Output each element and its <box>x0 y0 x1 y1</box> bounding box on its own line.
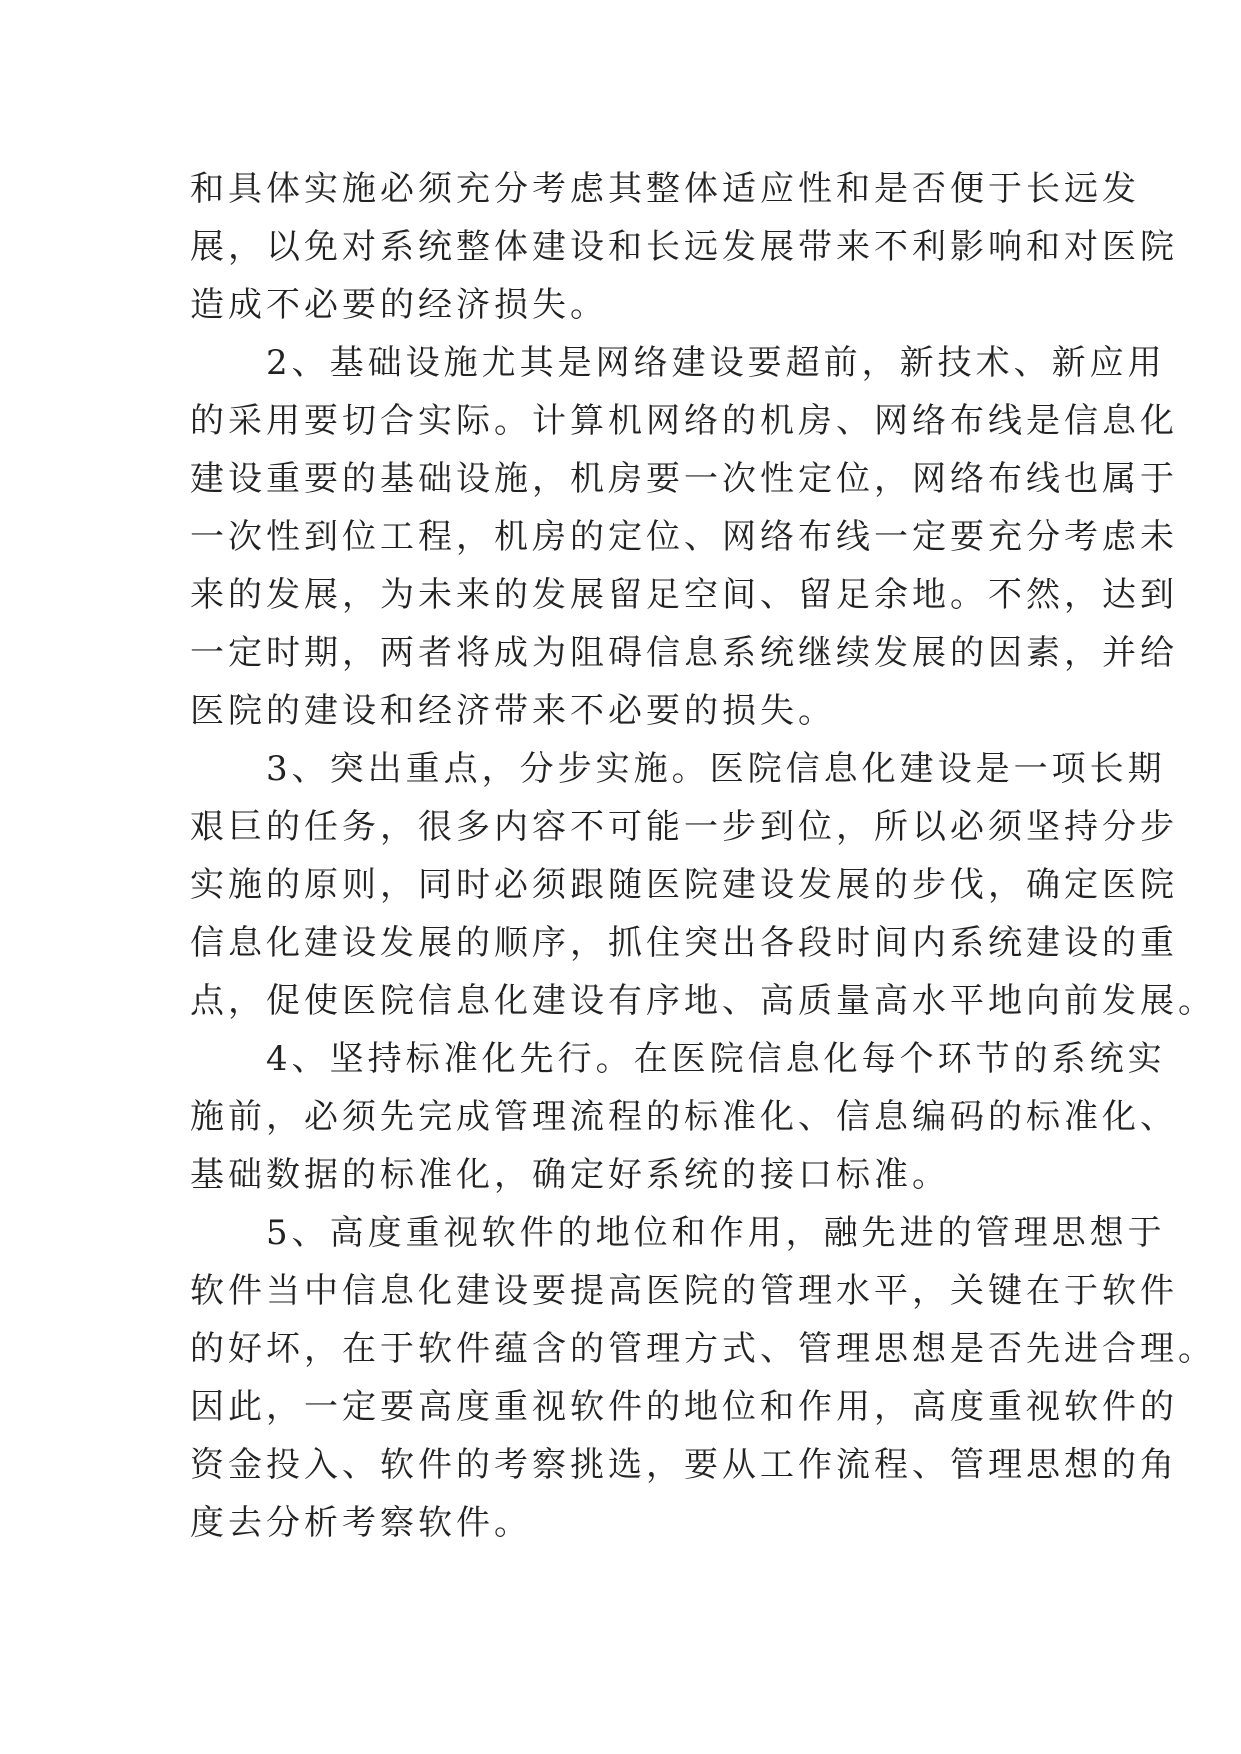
text-line: 度去分析考察软件。 <box>190 1503 532 1543</box>
text-line: 3、突出重点，分步实施。医院信息化建设是一项长期 <box>190 749 1166 789</box>
text-line: 5、高度重视软件的地位和作用，融先进的管理思想于 <box>190 1213 1166 1253</box>
text-line: 4、坚持标准化先行。在医院信息化每个环节的系统实 <box>190 1039 1166 1079</box>
text-line: 建设重要的基础设施，机房要一次性定位，网络布线也属于 <box>190 459 1178 499</box>
text-line: 来的发展，为未来的发展留足空间、留足余地。不然，达到 <box>190 575 1178 615</box>
body-text <box>190 160 1216 1552</box>
text-line: 艰巨的任务，很多内容不可能一步到位，所以必须坚持分步 <box>190 807 1178 847</box>
text-line: 展，以免对系统整体建设和长远发展带来不利影响和对医院 <box>190 227 1178 267</box>
text-line: 的好坏，在于软件蕴含的管理方式、管理思想是否先进合理。 <box>190 1329 1216 1369</box>
text-line: 实施的原则，同时必须跟随医院建设发展的步伐，确定医院 <box>190 865 1178 905</box>
text-line: 基础数据的标准化，确定好系统的接口标准。 <box>190 1155 950 1195</box>
text-line: 信息化建设发展的顺序，抓住突出各段时间内系统建设的重 <box>190 923 1178 963</box>
text-line: 医院的建设和经济带来不必要的损失。 <box>190 691 836 731</box>
text-line: 一次性到位工程，机房的定位、网络布线一定要充分考虑未 <box>190 517 1178 557</box>
text-line: 点，促使医院信息化建设有序地、高质量高水平地向前发展。 <box>190 981 1216 1021</box>
text-line: 2、基础设施尤其是网络建设要超前，新技术、新应用 <box>190 343 1166 383</box>
text-line: 因此，一定要高度重视软件的地位和作用，高度重视软件的 <box>190 1387 1178 1427</box>
text-line: 资金投入、软件的考察挑选，要从工作流程、管理思想的角 <box>190 1445 1178 1485</box>
text-line: 软件当中信息化建设要提高医院的管理水平，关键在于软件 <box>190 1271 1178 1311</box>
text-line: 的采用要切合实际。计算机网络的机房、网络布线是信息化 <box>190 401 1178 441</box>
text-line: 造成不必要的经济损失。 <box>190 285 608 325</box>
text-line: 一定时期，两者将成为阻碍信息系统继续发展的因素，并给 <box>190 633 1178 673</box>
text-line: 和具体实施必须充分考虑其整体适应性和是否便于长远发 <box>190 169 1140 209</box>
text-line: 施前，必须先完成管理流程的标准化、信息编码的标准化、 <box>190 1097 1178 1137</box>
